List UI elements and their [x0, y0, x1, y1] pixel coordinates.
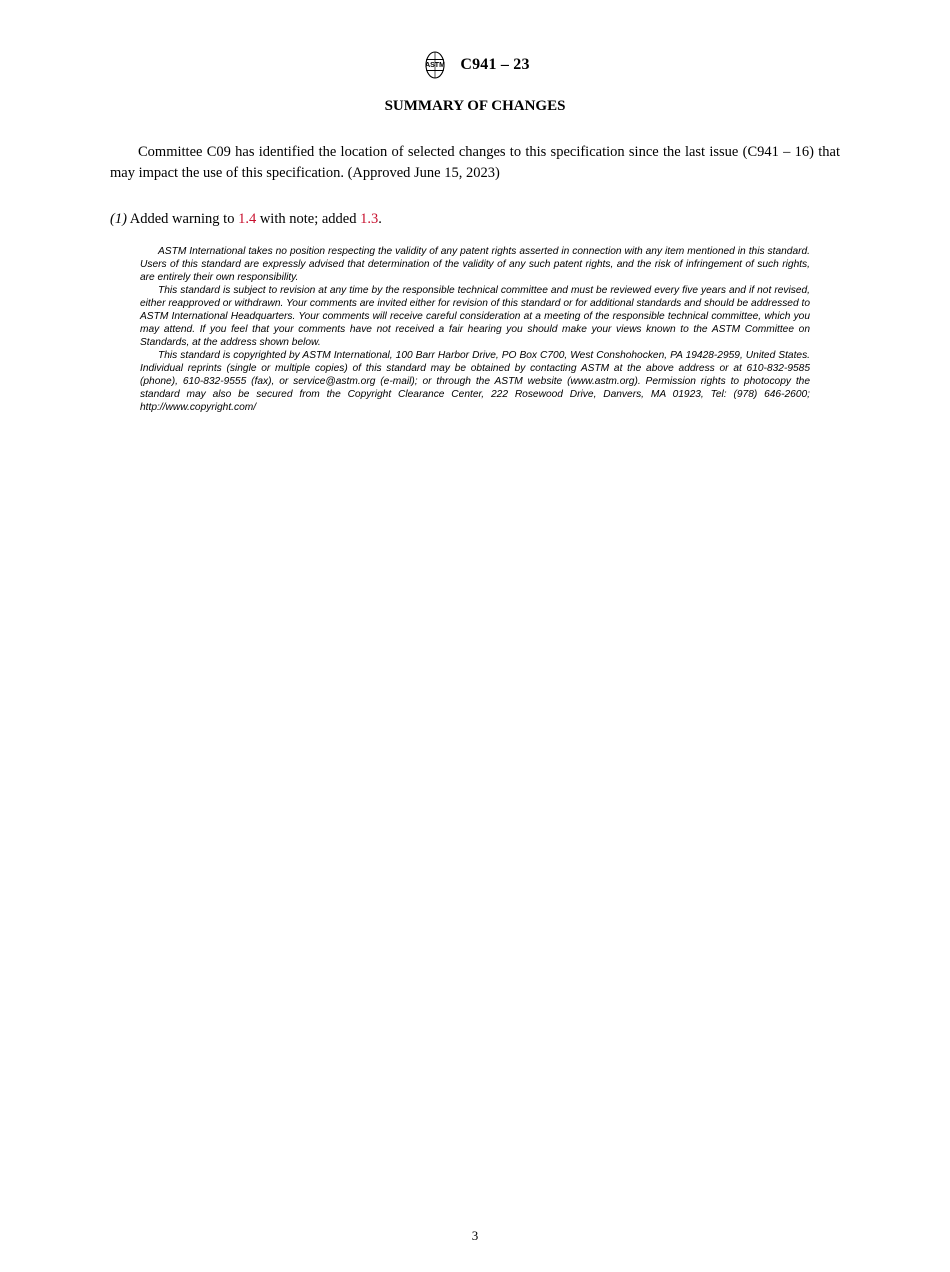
cross-reference-link[interactable]: 1.4	[238, 211, 257, 228]
change-text-after: .	[378, 211, 382, 228]
cross-reference-link[interactable]: 1.3	[360, 211, 379, 228]
document-content	[110, 142, 840, 230]
change-text-before: Added warning to	[129, 211, 239, 228]
patent-notice: ASTM International takes no position respecting the validity of any patent rights asserted in connection with any item mentioned in this standard. Users of this standard are expressly advised that determination of the validity of any such patent rights, and the risk of infringement of such rights, are entirely their own responsibility.	[140, 245, 810, 283]
page-number: 3	[471, 1228, 479, 1243]
fineprint-section	[140, 245, 810, 415]
document-designation: C941 – 23	[460, 56, 530, 73]
revision-notice: This standard is subject to revision at any time by the responsible technical committee and must be reviewed every five years and if not revised, either reapproved or withdrawn. Your comments are invited either for revision of this standard or for additional standards and should be addressed to ASTM International Headquarters. Your comments will receive careful consideration at a meeting of the responsible technical committee, which you may attend. If you feel that your comments have not received a fair hearing you should make your views known to the ASTM Committee on Standards, at the address shown below.	[140, 284, 810, 348]
change-text-middle: with note; added	[256, 211, 361, 228]
copyright-notice: This standard is copyrighted by ASTM International, 100 Barr Harbor Drive, PO Box C700, West Conshohocken, PA 19428-2959, United States. Individual reprints (single or multiple copies) of this standard may be obtained by contacting ASTM at the above address or at 610-832-9585 (phone), 610-832-9555 (fax), or service@astm.org (e-mail); or through the ASTM website (www.astm.org). Permission rights to photocopy the standard may also be secured from the Copyright Clearance Center, 222 Rosewood Drive, Danvers, MA 01923, Tel: (978) 646-2600; http://www.copyright.com/	[140, 349, 810, 414]
change-list-item	[110, 209, 840, 230]
document-header	[0, 0, 950, 80]
intro-paragraph: Committee C09 has identified the location of selected changes to this specification since the last issue (C941 – 16) that may impact the use of this specification. (Approved June 15, 2023)	[110, 144, 840, 182]
change-number: (1)	[110, 211, 127, 228]
astm-logo-icon	[420, 50, 450, 80]
svg-text:ASTM: ASTM	[425, 62, 446, 69]
section-title: SUMMARY OF CHANGES	[384, 98, 566, 114]
